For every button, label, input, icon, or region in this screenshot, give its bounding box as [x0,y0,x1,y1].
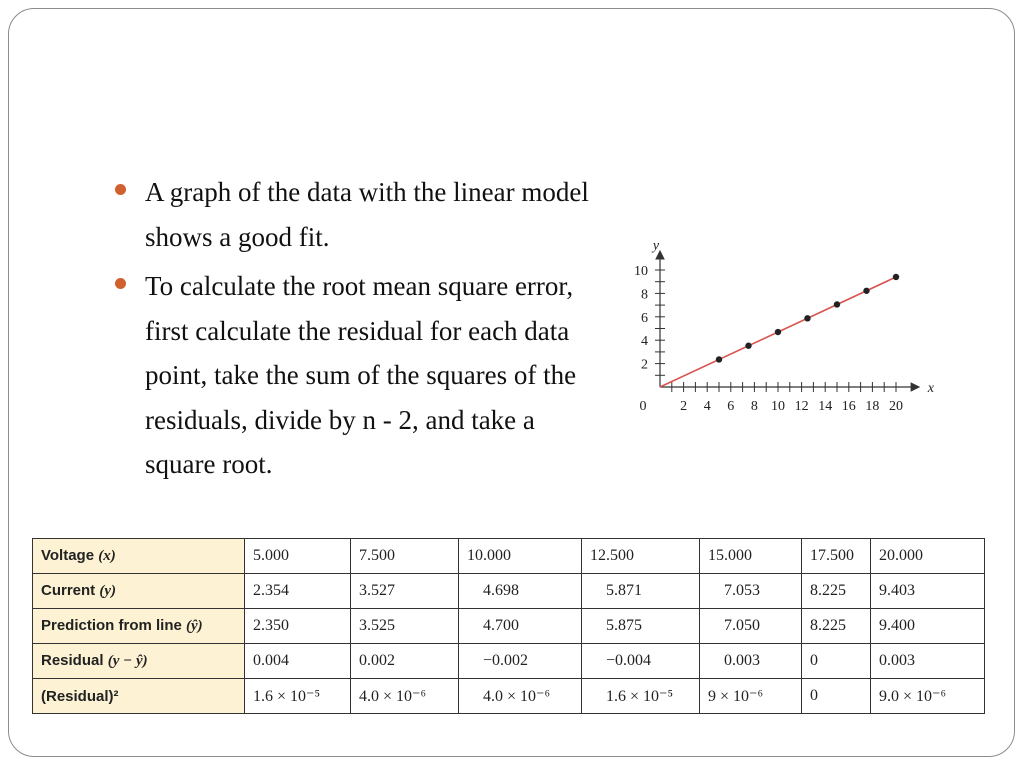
row-header [33,574,245,609]
data-point [834,301,840,307]
table-cell: 4.698 [459,574,582,609]
x-tick-label: 0 [639,399,647,414]
table-cell: 4.0 × 10⁻⁶ [459,679,582,714]
y-axis-label: y [652,238,660,254]
y-tick-label: 6 [641,310,648,326]
table-cell: 8.225 [802,574,871,609]
x-tick-label: 2 [680,399,688,414]
table-cell: 0.004 [245,644,351,679]
x-tick-label: 12 [794,399,809,414]
table-cell: 0 [802,644,871,679]
table-cell: 0.003 [700,644,802,679]
x-tick-label: 8 [750,399,758,414]
table-cell: −0.002 [459,644,582,679]
row-header-label: Voltage [41,547,95,564]
table-cell: 8.225 [802,609,871,644]
bullet-item [112,264,595,487]
data-point [893,274,899,280]
row-header-label: Residual [41,652,104,669]
table-cell: 15.000 [700,539,802,574]
row-header [33,539,245,574]
table-cell: 9 × 10⁻⁶ [700,679,802,714]
table-cell: 7.050 [700,609,802,644]
table-cell: 17.500 [802,539,871,574]
row-header-variable: (y − ŷ) [107,653,148,669]
x-tick-label: 14 [818,399,833,414]
data-point [745,343,751,349]
x-tick-label: 20 [889,399,903,414]
x-tick-label: 6 [727,399,735,414]
x-tick-label: 10 [771,399,785,414]
table-row [33,679,985,714]
table-cell: 10.000 [459,539,582,574]
table-cell: 3.527 [351,574,459,609]
row-header-variable: (y) [99,583,116,599]
table-row [33,574,985,609]
table-cell: 5.871 [582,574,700,609]
table-cell: 9.400 [871,609,985,644]
y-tick-label: 10 [634,264,648,279]
table-cell: 5.875 [582,609,700,644]
data-point [716,356,722,362]
bullet-dot-icon [115,184,126,195]
x-tick-label: 4 [703,399,711,414]
table-cell: 20.000 [871,539,985,574]
table-cell: 12.500 [582,539,700,574]
row-header-variable: (x) [98,548,116,564]
x-axis-label: x [927,381,935,396]
row-header-variable: (ŷ) [186,618,203,634]
scatter-chart [620,226,940,422]
table-cell: 1.6 × 10⁻⁵ [582,679,700,714]
row-header [33,609,245,644]
table-cell: 2.350 [245,609,351,644]
table-cell: −0.004 [582,644,700,679]
table-row [33,539,985,574]
table-cell: 0 [802,679,871,714]
table-cell: 3.525 [351,609,459,644]
table-cell: 2.354 [245,574,351,609]
y-tick-label: 2 [641,357,648,373]
table-row [33,644,985,679]
data-point [863,288,869,294]
table-cell: 7.500 [351,539,459,574]
table-cell: 5.000 [245,539,351,574]
row-header [33,679,245,714]
row-header [33,644,245,679]
y-tick-label: 4 [641,334,648,350]
bullet-dot-icon [115,278,126,289]
table-cell: 9.0 × 10⁻⁶ [871,679,985,714]
row-header-label: Prediction from line [41,617,182,634]
row-header-label: Current [41,582,96,599]
table-cell: 7.053 [700,574,802,609]
bullet-list [112,170,615,492]
table-cell: 9.403 [871,574,985,609]
y-tick-label: 8 [641,287,648,303]
table-cell: 0.002 [351,644,459,679]
residual-table [32,538,985,714]
bullet-item [112,170,615,259]
x-tick-label: 16 [841,399,856,414]
table-row [33,609,985,644]
x-tick-label: 18 [865,399,880,414]
table-cell: 1.6 × 10⁻⁵ [245,679,351,714]
row-header-label: (Residual)² [41,687,119,705]
data-point [775,329,781,335]
bullet-text: A graph of the data with the linear model shows a good fit. [145,177,589,252]
bullet-text: To calculate the root mean square error, first calculate the residual for each data point, take the sum of the squares of the residuals, divide by n - 2, and take a square root. [145,271,577,479]
data-point [804,315,810,321]
table-cell: 0.003 [871,644,985,679]
table-cell: 4.0 × 10⁻⁶ [351,679,459,714]
table-cell: 4.700 [459,609,582,644]
